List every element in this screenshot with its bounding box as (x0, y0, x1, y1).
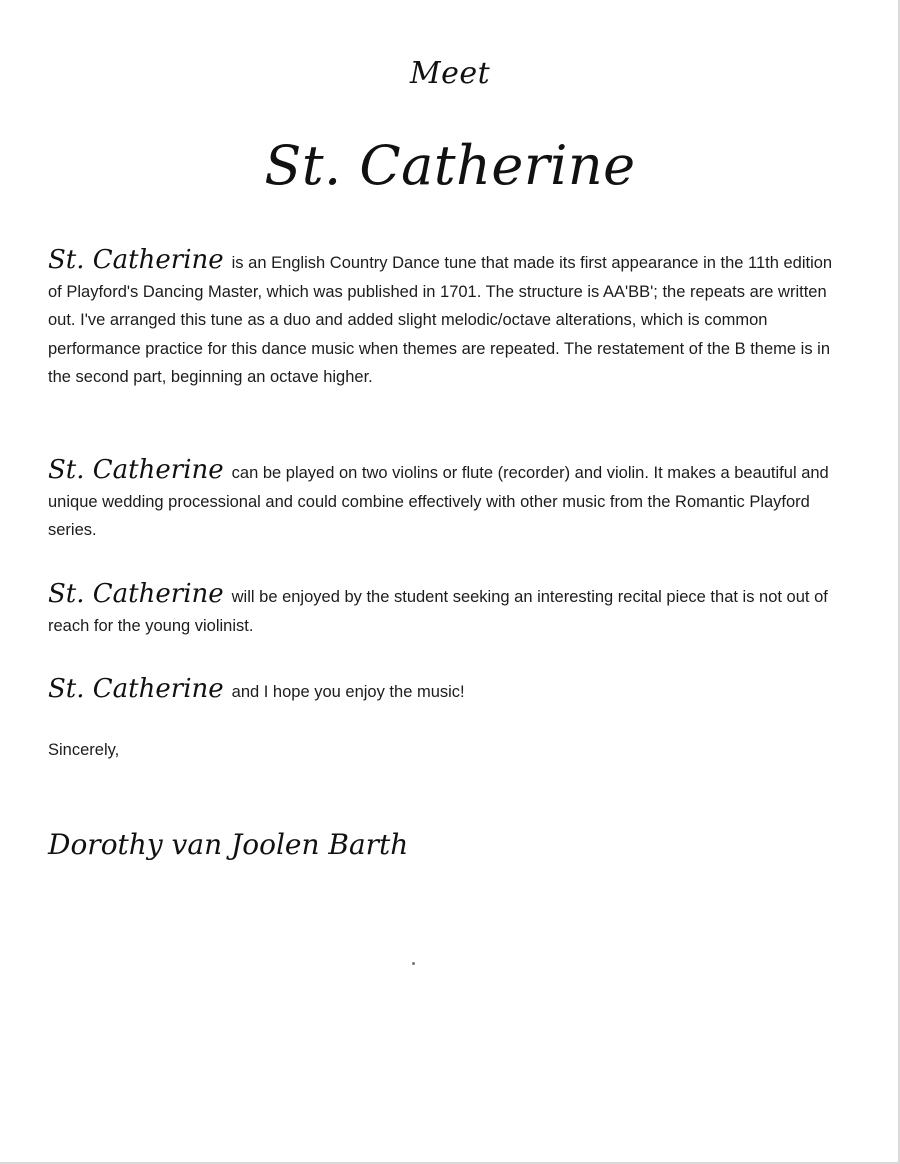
closing-salutation: Sincerely, (48, 741, 120, 759)
paragraph-lead-title: St. Catherine (48, 579, 224, 609)
paragraph-lead-title: St. Catherine (48, 455, 224, 485)
paragraph-student (48, 579, 848, 640)
paragraph-text: and I hope you enjoy the music! (231, 683, 465, 701)
signature: Dorothy van Joolen Barth (48, 828, 409, 861)
paragraph-lead-title: St. Catherine (48, 674, 224, 704)
paragraph-intro (48, 245, 848, 392)
scan-speck (412, 962, 415, 965)
paragraph-instrumentation (48, 455, 848, 545)
paragraph-text: is an English Country Dance tune that made its first appearance in the 11th edition of Playford's Dancing Master, which was published in 1701. The structure is AA'BB'; the repeats are written out. I've arranged this tune as a duo and added slight melodic/octave alterations, which is common performance practice for this dance music when themes are repeated. The restatement of the B theme is in the second part, beginning an octave higher. (48, 254, 833, 387)
paragraph-lead-title: St. Catherine (48, 245, 224, 275)
heading-meet: Meet (409, 56, 491, 91)
paragraph-text: will be enjoyed by the student seeking an interesting recital piece that is not out of reach for the young violinist. (48, 588, 828, 635)
page-title: St. Catherine (264, 134, 636, 197)
paragraph-enjoy (48, 674, 848, 707)
paragraph-text: can be played on two violins or flute (recorder) and violin. It makes a beautiful and unique wedding processional and could combine effectively with other music from the Romantic Playford series. (48, 464, 829, 540)
